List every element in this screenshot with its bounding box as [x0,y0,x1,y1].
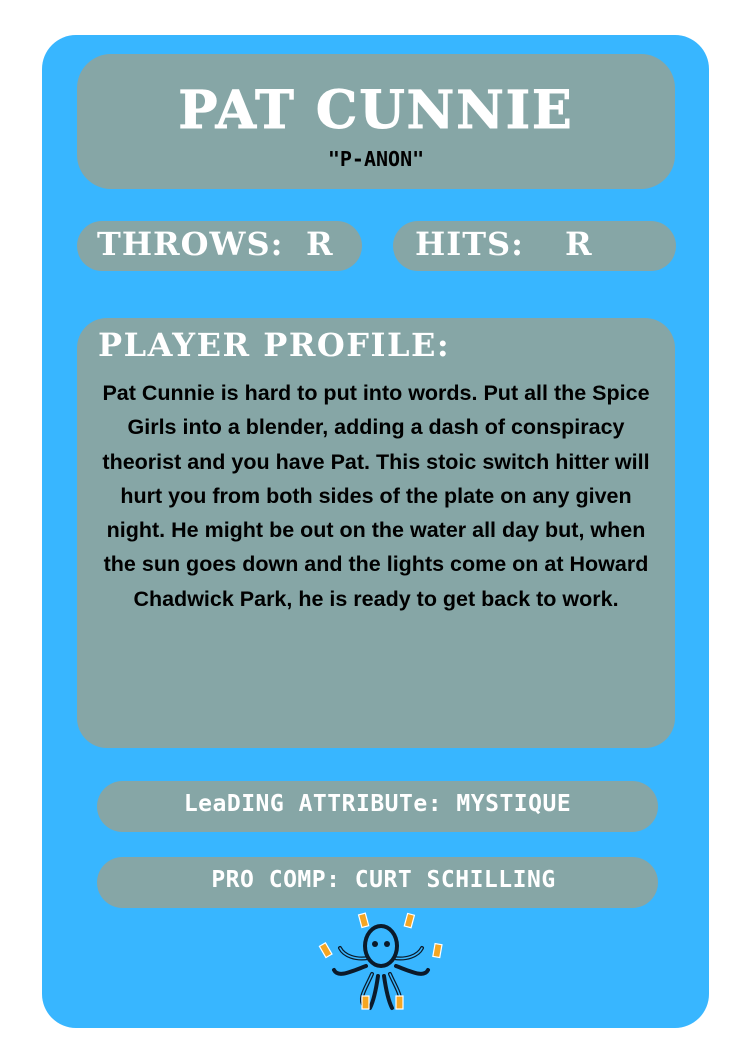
leading-attribute-bar [97,781,658,832]
profile-title: PLAYER PROFILE: [98,326,451,364]
hits-pill [393,221,676,271]
pro-comp-bar [97,857,658,908]
name-panel [77,54,675,189]
throws-label: THROWS: [97,225,284,263]
throws-value: R [306,225,334,263]
player-name: PAT CUNNIE [178,80,574,141]
octopus-with-beers-icon [316,908,446,1013]
player-profile-panel [77,318,675,748]
pro-comp-text: PRO COMP: CURT SCHILLING [211,867,556,893]
hits-label: HITS: [415,225,524,263]
throws-pill [77,221,362,271]
player-nickname: "P-ANON" [327,147,425,171]
leading-attribute-text: LeaDING ATTRIBUTe: MYSTIQUE [183,791,572,817]
profile-text: Pat Cunnie is hard to put into words. Put all the Spice Girls into a blender, adding a dash of conspiracy theorist and you have Pat. This stoic switch hitter will hurt you from both sides of the plate on any given night. He might be out on the water all day but, when the sun goes down and the lights come on at Howard Chadwick Park, he is ready to get back to work. [102,381,650,611]
hits-value: R [565,225,593,263]
